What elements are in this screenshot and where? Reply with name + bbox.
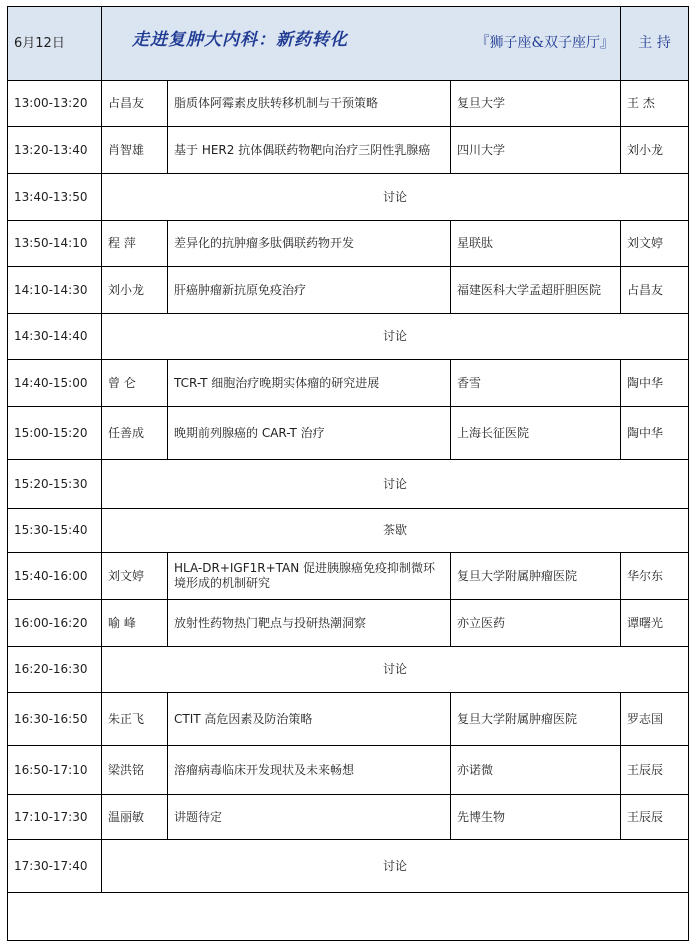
schedule-table xyxy=(7,6,689,941)
host-cell: 王 杰 xyxy=(621,81,689,127)
speaker-cell: 曾 仑 xyxy=(102,360,168,407)
time-cell: 15:40-16:00 xyxy=(8,553,102,600)
org-cell: 香雪 xyxy=(451,360,621,407)
host-cell: 占昌友 xyxy=(621,267,689,314)
org-cell: 亦诺微 xyxy=(451,746,621,795)
table-row xyxy=(8,647,689,693)
header-date: 6月12日 xyxy=(8,7,102,81)
topic-cell: TCR-T 细胞治疗晚期实体瘤的研究进展 xyxy=(168,360,451,407)
discussion-cell: 讨论 xyxy=(102,840,689,893)
time-cell: 14:40-15:00 xyxy=(8,360,102,407)
discussion-cell: 讨论 xyxy=(102,314,689,360)
header-row xyxy=(8,7,689,81)
host-cell: 王辰辰 xyxy=(621,795,689,840)
time-cell: 13:20-13:40 xyxy=(8,127,102,174)
speaker-cell: 朱正飞 xyxy=(102,693,168,746)
table-row xyxy=(8,407,689,460)
topic-cell: 差异化的抗肿瘤多肽偶联药物开发 xyxy=(168,221,451,267)
org-cell: 复旦大学附属肿瘤医院 xyxy=(451,553,621,600)
table-row xyxy=(8,174,689,221)
table-row xyxy=(8,81,689,127)
host-cell: 刘文婷 xyxy=(621,221,689,267)
time-cell: 14:10-14:30 xyxy=(8,267,102,314)
speaker-cell: 刘小龙 xyxy=(102,267,168,314)
time-cell: 16:00-16:20 xyxy=(8,600,102,647)
time-cell: 16:50-17:10 xyxy=(8,746,102,795)
host-cell: 华尔东 xyxy=(621,553,689,600)
speaker-cell: 刘文婷 xyxy=(102,553,168,600)
time-cell: 15:00-15:20 xyxy=(8,407,102,460)
discussion-cell: 讨论 xyxy=(102,647,689,693)
speaker-cell: 程 萍 xyxy=(102,221,168,267)
host-cell: 陶中华 xyxy=(621,360,689,407)
table-row xyxy=(8,600,689,647)
time-cell: 17:30-17:40 xyxy=(8,840,102,893)
blank-row xyxy=(8,893,689,941)
table-row xyxy=(8,553,689,600)
time-cell: 14:30-14:40 xyxy=(8,314,102,360)
speaker-cell: 占昌友 xyxy=(102,81,168,127)
speaker-cell: 梁洪铭 xyxy=(102,746,168,795)
topic-cell: 晚期前列腺癌的 CAR-T 治疗 xyxy=(168,407,451,460)
table-row xyxy=(8,509,689,553)
time-cell: 13:50-14:10 xyxy=(8,221,102,267)
table-row xyxy=(8,127,689,174)
table-row xyxy=(8,746,689,795)
org-cell: 复旦大学 xyxy=(451,81,621,127)
header-title-cell xyxy=(102,7,621,81)
topic-cell: 基于 HER2 抗体偶联药物靶向治疗三阴性乳腺癌 xyxy=(168,127,451,174)
time-cell: 16:30-16:50 xyxy=(8,693,102,746)
time-cell: 17:10-17:30 xyxy=(8,795,102,840)
host-cell: 谭曙光 xyxy=(621,600,689,647)
time-cell: 15:20-15:30 xyxy=(8,460,102,509)
table-row xyxy=(8,693,689,746)
speaker-cell: 任善成 xyxy=(102,407,168,460)
table-row xyxy=(8,221,689,267)
host-cell: 王辰辰 xyxy=(621,746,689,795)
org-cell: 亦立医药 xyxy=(451,600,621,647)
topic-cell: 放射性药物热门靶点与投研热潮洞察 xyxy=(168,600,451,647)
header-host: 主 持 xyxy=(621,7,689,81)
org-cell: 上海长征医院 xyxy=(451,407,621,460)
table-row xyxy=(8,460,689,509)
time-cell: 13:40-13:50 xyxy=(8,174,102,221)
org-cell: 福建医科大学孟超肝胆医院 xyxy=(451,267,621,314)
topic-cell: CTIT 高危因素及防治策略 xyxy=(168,693,451,746)
speaker-cell: 肖智雄 xyxy=(102,127,168,174)
table-row xyxy=(8,314,689,360)
org-cell: 复旦大学附属肿瘤医院 xyxy=(451,693,621,746)
table-row xyxy=(8,267,689,314)
time-cell: 16:20-16:30 xyxy=(8,647,102,693)
speaker-cell: 喻 峰 xyxy=(102,600,168,647)
topic-cell: 脂质体阿霉素皮肤转移机制与干预策略 xyxy=(168,81,451,127)
topic-cell: 溶瘤病毒临床开发现状及未来畅想 xyxy=(168,746,451,795)
session-title: 走进复肿大内科：新药转化 xyxy=(132,30,348,50)
org-cell: 星联肽 xyxy=(451,221,621,267)
venue-label: 『狮子座&双子座厅』 xyxy=(475,35,615,51)
time-cell: 15:30-15:40 xyxy=(8,509,102,553)
table-row xyxy=(8,840,689,893)
break-cell: 茶歇 xyxy=(102,509,689,553)
topic-cell: HLA-DR+IGF1R+TAN 促进胰腺癌免疫抑制微环境形成的机制研究 xyxy=(168,553,451,600)
host-cell: 陶中华 xyxy=(621,407,689,460)
time-cell: 13:00-13:20 xyxy=(8,81,102,127)
topic-cell: 讲题待定 xyxy=(168,795,451,840)
topic-cell: 肝癌肿瘤新抗原免疫治疗 xyxy=(168,267,451,314)
org-cell: 先博生物 xyxy=(451,795,621,840)
blank-cell xyxy=(8,893,689,941)
speaker-cell: 温丽敏 xyxy=(102,795,168,840)
table-row xyxy=(8,360,689,407)
host-cell: 罗志国 xyxy=(621,693,689,746)
table-row xyxy=(8,795,689,840)
discussion-cell: 讨论 xyxy=(102,460,689,509)
org-cell: 四川大学 xyxy=(451,127,621,174)
host-cell: 刘小龙 xyxy=(621,127,689,174)
discussion-cell: 讨论 xyxy=(102,174,689,221)
